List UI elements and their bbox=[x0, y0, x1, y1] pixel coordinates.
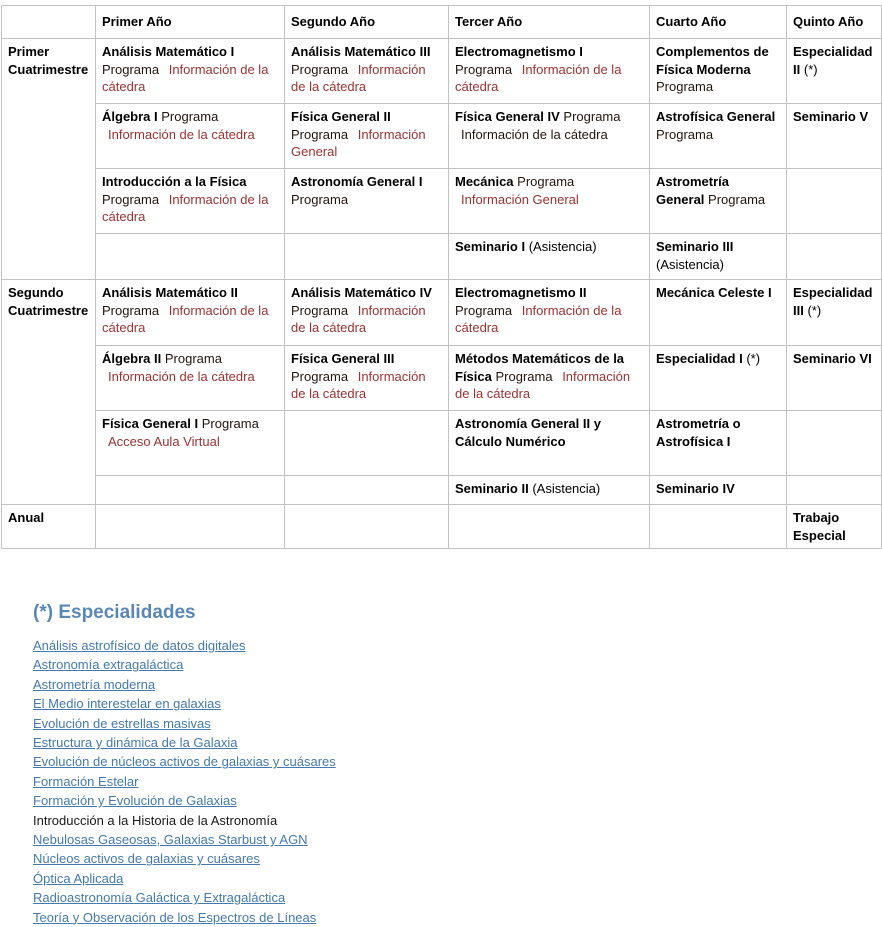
course-name: Mecánica bbox=[455, 174, 514, 189]
specialty-text: Introducción a la Historia de la Astronomía bbox=[33, 812, 278, 828]
course-cell bbox=[285, 39, 449, 104]
year-header: Segundo Año bbox=[285, 6, 449, 39]
course-cell bbox=[96, 169, 285, 234]
course-name: Introducción a la Física bbox=[102, 174, 247, 189]
course-link[interactable]: Información de la cátedra bbox=[102, 61, 269, 94]
course-link[interactable]: Información de la cátedra bbox=[455, 302, 622, 335]
course-name: Especialidad III bbox=[793, 285, 873, 318]
course-cell bbox=[285, 280, 449, 346]
course-cell bbox=[449, 169, 650, 234]
course-name: Análisis Matemático IV bbox=[291, 285, 432, 300]
course-note: (Asistencia) bbox=[656, 256, 724, 272]
course-cell bbox=[96, 39, 285, 104]
course-cell bbox=[285, 505, 449, 549]
course-name: Electromagnetismo I bbox=[455, 44, 583, 59]
list-item bbox=[33, 694, 882, 713]
course-name: Astrometría o Astrofísica I bbox=[656, 416, 741, 449]
list-item bbox=[33, 908, 882, 927]
specialty-link[interactable]: Estructura y dinámica de la Galaxia bbox=[33, 735, 238, 751]
list-item bbox=[33, 830, 882, 849]
course-cell bbox=[285, 234, 449, 280]
course-link[interactable]: Programa bbox=[291, 61, 349, 77]
course-note: (*) bbox=[746, 351, 761, 366]
course-name: Trabajo Especial bbox=[793, 510, 846, 543]
list-item bbox=[33, 636, 882, 655]
period-label: Anual bbox=[2, 505, 96, 549]
course-name: Seminario III bbox=[656, 239, 734, 254]
list-item bbox=[33, 888, 882, 907]
list-item bbox=[33, 675, 882, 694]
period-label: Primer Cuatrimestre bbox=[2, 39, 96, 280]
course-cell bbox=[285, 104, 449, 169]
course-note: (*) bbox=[807, 302, 822, 318]
course-cell bbox=[285, 476, 449, 505]
course-link[interactable]: Información de la cátedra bbox=[291, 368, 426, 401]
course-name: Análisis Matemático I bbox=[102, 44, 235, 59]
course-link[interactable]: Información de la cátedra bbox=[102, 302, 269, 335]
course-name: Métodos Matemáticos de la Física bbox=[455, 351, 625, 384]
list-item bbox=[33, 791, 882, 810]
course-link[interactable]: Programa bbox=[291, 191, 349, 207]
table-row bbox=[2, 411, 882, 476]
course-cell bbox=[787, 104, 882, 169]
course-cell bbox=[449, 104, 650, 169]
course-link[interactable]: Programa bbox=[291, 126, 349, 142]
year-header: Tercer Año bbox=[449, 6, 650, 39]
specialty-link[interactable]: Radioastronomía Galáctica y Extragaláctica bbox=[33, 890, 286, 906]
course-cell bbox=[787, 280, 882, 346]
course-cell bbox=[285, 411, 449, 476]
course-name: Especialidad I bbox=[656, 351, 743, 366]
course-link[interactable]: Programa bbox=[455, 61, 513, 77]
table-row bbox=[2, 39, 882, 104]
specialty-link[interactable]: Nebulosas Gaseosas, Galaxias Starbust y AGN bbox=[33, 832, 308, 848]
year-header: Quinto Año bbox=[787, 6, 882, 39]
course-name: Seminario V bbox=[793, 109, 869, 124]
corner-cell bbox=[2, 6, 96, 39]
course-name: Astronomía General II y Cálculo Numérico bbox=[455, 416, 601, 449]
course-name: Análisis Matemático III bbox=[291, 44, 431, 59]
course-link[interactable]: Programa bbox=[517, 174, 575, 189]
table-row bbox=[2, 169, 882, 234]
specialty-link[interactable]: Óptica Aplicada bbox=[33, 870, 124, 886]
specialty-link[interactable]: Teoría y Observación de los Espectros de Líneas bbox=[33, 909, 317, 925]
course-link[interactable]: Programa bbox=[495, 368, 553, 384]
specialty-link[interactable]: El Medio interestelar en galaxias bbox=[33, 696, 221, 712]
list-item bbox=[33, 772, 882, 791]
course-cell bbox=[285, 346, 449, 411]
course-name: Análisis Matemático II bbox=[102, 285, 238, 300]
course-cell bbox=[96, 346, 285, 411]
course-name: Seminario II bbox=[455, 481, 529, 496]
course-link[interactable]: Acceso Aula Virtual bbox=[108, 433, 220, 449]
course-name: Seminario VI bbox=[793, 351, 872, 366]
course-cell bbox=[96, 505, 285, 549]
course-cell bbox=[449, 411, 650, 476]
year-header: Cuarto Año bbox=[650, 6, 787, 39]
course-link[interactable]: Programa bbox=[164, 351, 222, 366]
course-name: Especialidad II bbox=[793, 44, 873, 77]
course-cell bbox=[650, 411, 787, 476]
course-name: Física General IV bbox=[455, 109, 560, 124]
course-name: Física General III bbox=[291, 351, 395, 366]
period-label: Segundo Cuatrimestre bbox=[2, 280, 96, 505]
table-row bbox=[2, 104, 882, 169]
course-cell bbox=[96, 104, 285, 169]
course-name: Álgebra II bbox=[102, 351, 162, 366]
list-item bbox=[33, 811, 882, 830]
course-name: Álgebra I bbox=[102, 109, 158, 124]
year-header-row bbox=[2, 6, 882, 39]
specialty-link[interactable]: Formación Estelar bbox=[33, 773, 139, 789]
course-link[interactable]: Información de la cátedra bbox=[461, 126, 608, 142]
course-cell bbox=[787, 169, 882, 234]
course-name: Complementos de Física Moderna bbox=[656, 44, 769, 77]
specialty-link[interactable]: Análisis astrofísico de datos digitales bbox=[33, 638, 246, 653]
course-link[interactable]: Programa bbox=[563, 109, 621, 124]
course-link[interactable]: Información de la cátedra bbox=[108, 126, 255, 142]
course-cell bbox=[650, 39, 787, 104]
course-cell bbox=[787, 411, 882, 476]
specialty-link[interactable]: Evolución de núcleos activos de galaxias y cuásares bbox=[33, 754, 336, 770]
specialty-link[interactable]: Núcleos activos de galaxias y cuásares bbox=[33, 851, 260, 867]
list-item bbox=[33, 655, 882, 674]
specialty-link[interactable]: Astronomía extragaláctica bbox=[33, 657, 184, 673]
course-cell bbox=[650, 505, 787, 549]
course-name: Mecánica Celeste I bbox=[656, 285, 772, 300]
table-row bbox=[2, 234, 882, 280]
course-link[interactable]: Programa bbox=[708, 191, 766, 207]
course-cell bbox=[650, 104, 787, 169]
specialties-section bbox=[33, 602, 882, 927]
list-item bbox=[33, 733, 882, 752]
curriculum-table-body bbox=[2, 39, 882, 549]
course-cell bbox=[650, 280, 787, 346]
course-link[interactable]: Información de la cátedra bbox=[291, 302, 426, 335]
course-name: Física General I bbox=[102, 416, 199, 431]
course-note: (Asistencia) bbox=[528, 239, 597, 254]
course-name: Seminario I bbox=[455, 239, 526, 254]
course-link[interactable]: Información de la cátedra bbox=[102, 191, 269, 224]
specialty-link[interactable]: Evolución de estrellas masivas bbox=[33, 715, 211, 731]
course-link[interactable]: Información General bbox=[461, 191, 579, 207]
course-link[interactable]: Programa bbox=[161, 109, 219, 124]
year-header: Primer Año bbox=[96, 6, 285, 39]
specialty-link[interactable]: Astrometría moderna bbox=[33, 676, 156, 692]
course-link[interactable]: Programa bbox=[291, 368, 349, 384]
course-link[interactable]: Programa bbox=[656, 126, 714, 142]
course-cell bbox=[787, 476, 882, 505]
course-link[interactable]: Información General bbox=[291, 126, 426, 159]
course-cell bbox=[449, 346, 650, 411]
specialty-link[interactable]: Formación y Evolución de Galaxias bbox=[33, 793, 237, 809]
course-link[interactable]: Información de la cátedra bbox=[108, 368, 255, 384]
table-row bbox=[2, 476, 882, 505]
list-item bbox=[33, 869, 882, 888]
course-cell bbox=[787, 346, 882, 411]
table-row bbox=[2, 280, 882, 346]
table-row bbox=[2, 346, 882, 411]
course-link[interactable]: Información de la cátedra bbox=[455, 61, 622, 94]
course-link[interactable]: Programa bbox=[455, 302, 513, 318]
list-item bbox=[33, 752, 882, 771]
specialties-heading: (*) Especialidades bbox=[33, 602, 196, 623]
course-cell bbox=[449, 234, 650, 280]
specialties-list bbox=[33, 636, 882, 927]
course-name: Astronomía General I bbox=[291, 174, 423, 189]
course-link[interactable]: Información de la cátedra bbox=[291, 61, 426, 94]
course-cell bbox=[96, 280, 285, 346]
course-link[interactable]: Programa bbox=[656, 79, 714, 94]
course-cell bbox=[449, 39, 650, 104]
course-note: (Asistencia) bbox=[532, 481, 601, 496]
course-cell bbox=[96, 411, 285, 476]
course-link[interactable]: Programa bbox=[291, 302, 349, 318]
course-cell bbox=[449, 476, 650, 505]
curriculum-table bbox=[1, 5, 882, 549]
course-cell bbox=[96, 476, 285, 505]
course-link[interactable]: Programa bbox=[102, 61, 160, 77]
course-link[interactable]: Programa bbox=[102, 191, 160, 207]
course-note: (*) bbox=[803, 61, 818, 77]
course-cell bbox=[650, 169, 787, 234]
course-link[interactable]: Información de la cátedra bbox=[455, 368, 631, 401]
course-cell bbox=[449, 505, 650, 549]
course-name: Astrometría General bbox=[656, 174, 729, 207]
course-name: Astrofísica General bbox=[656, 109, 776, 124]
table-row bbox=[2, 505, 882, 549]
course-cell bbox=[650, 476, 787, 505]
course-cell bbox=[787, 505, 882, 549]
course-cell bbox=[285, 169, 449, 234]
course-cell bbox=[787, 234, 882, 280]
course-cell bbox=[449, 280, 650, 346]
course-link[interactable]: Programa bbox=[102, 302, 160, 318]
course-cell bbox=[787, 39, 882, 104]
course-cell bbox=[96, 234, 285, 280]
list-item bbox=[33, 714, 882, 733]
course-name: Física General II bbox=[291, 109, 391, 124]
course-name: Electromagnetismo II bbox=[455, 285, 587, 300]
course-name: Seminario IV bbox=[656, 481, 735, 496]
course-cell bbox=[650, 234, 787, 280]
list-item bbox=[33, 849, 882, 868]
course-cell bbox=[650, 346, 787, 411]
course-link[interactable]: Programa bbox=[201, 416, 259, 431]
